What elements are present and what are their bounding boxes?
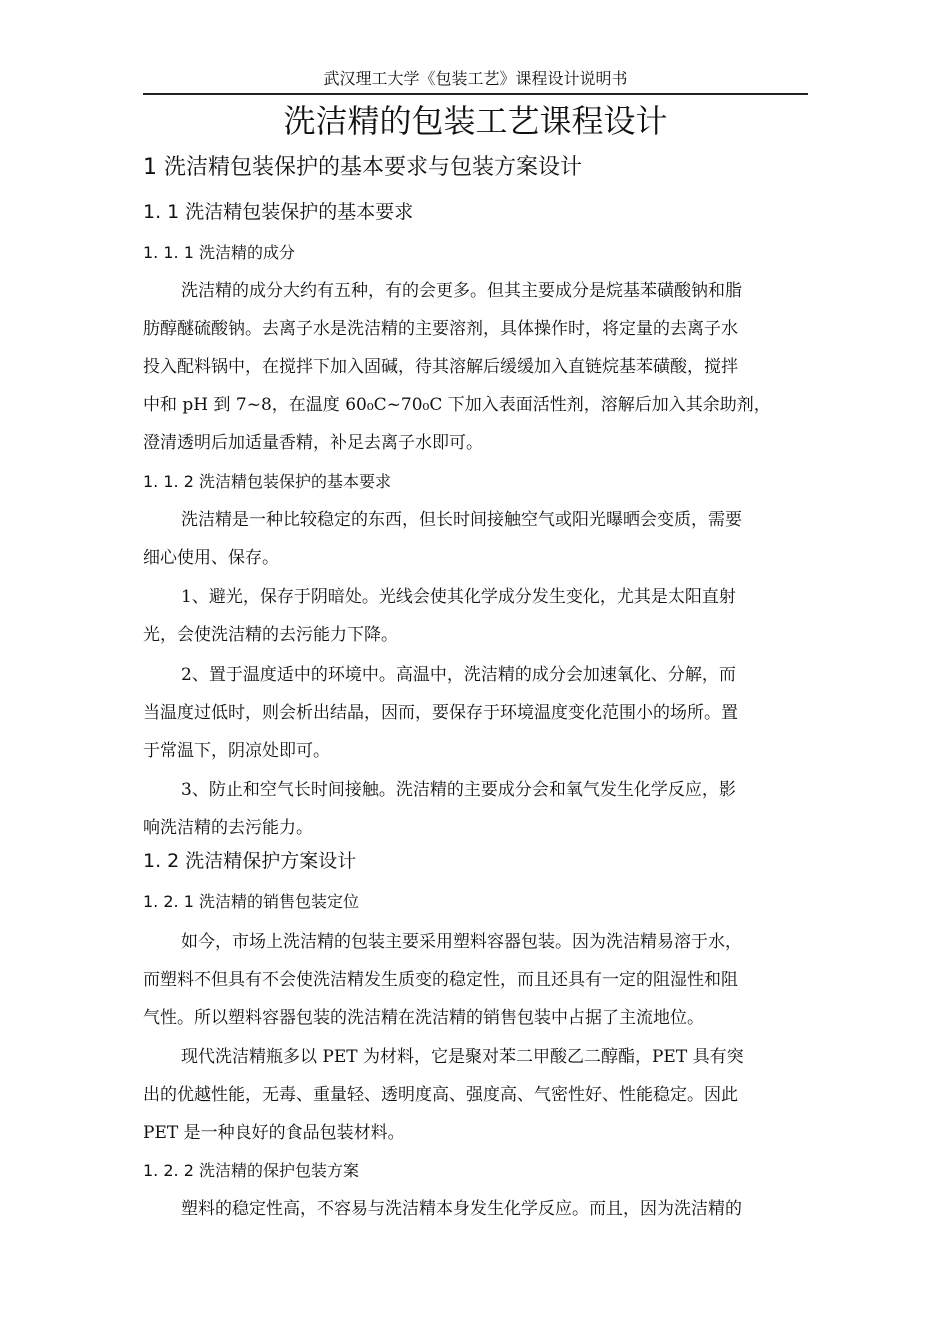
paragraph-line: 如今，市场上洗洁精的包装主要采用塑料容器包装。因为洗洁精易溶于水， xyxy=(181,932,742,952)
subsubsection-heading-1-1-1: 1. 1. 1 洗洁精的成分 xyxy=(143,243,295,262)
subsection-heading-1-1: 1. 1 洗洁精包装保护的基本要求 xyxy=(143,201,414,223)
paragraph-line: PET 是一种良好的食品包装材料。 xyxy=(143,1123,405,1143)
paragraph-line: 中和 pH 到 7~8，在温度 60₀C~70₀C 下加入表面活性剂，溶解后加入其余助剂， xyxy=(143,395,771,415)
list-item-line: 1、避光，保存于阴暗处。光线会使其化学成分发生变化，尤其是太阳直射 xyxy=(181,587,736,607)
section-heading-1: 1 洗洁精包装保护的基本要求与包装方案设计 xyxy=(143,155,582,180)
paragraph-line: 肪醇醚硫酸钠。去离子水是洗洁精的主要溶剂，具体操作时，将定量的去离子水 xyxy=(143,319,738,339)
paragraph-line: 澄清透明后加适量香精，补足去离子水即可。 xyxy=(143,433,483,453)
list-item-line: 光，会使洗洁精的去污能力下降。 xyxy=(143,625,398,645)
paragraph-line: 洗洁精的成分大约有五种，有的会更多。但其主要成分是烷基苯磺酸钠和脂 xyxy=(181,281,742,301)
subsection-heading-1-2: 1. 2 洗洁精保护方案设计 xyxy=(143,850,357,872)
paragraph-line: 细心使用、保存。 xyxy=(143,548,279,568)
subsubsection-heading-1-1-2: 1. 1. 2 洗洁精包装保护的基本要求 xyxy=(143,472,391,491)
paragraph-line: 现代洗洁精瓶多以 PET 为材料，它是聚对苯二甲酸乙二醇酯，PET 具有突 xyxy=(181,1047,744,1067)
subsubsection-heading-1-2-1: 1. 2. 1 洗洁精的销售包装定位 xyxy=(143,892,359,911)
page-header: 武汉理工大学《包装工艺》课程设计说明书 xyxy=(323,69,628,88)
paragraph-line: 洗洁精是一种比较稳定的东西，但长时间接触空气或阳光曝晒会变质，需要 xyxy=(181,510,742,530)
paragraph-line: 而塑料不但具有不会使洗洁精发生质变的稳定性，而且还具有一定的阻湿性和阻 xyxy=(143,970,738,990)
list-item-line: 3、防止和空气长时间接触。洗洁精的主要成分会和氧气发生化学反应，影 xyxy=(181,780,736,800)
paragraph-line: 投入配料锅中，在搅拌下加入固碱，待其溶解后缓缓加入直链烷基苯磺酸，搅拌 xyxy=(143,357,738,377)
list-item-line: 2、置于温度适中的环境中。高温中，洗洁精的成分会加速氧化、分解，而 xyxy=(181,665,736,685)
list-item-line: 响洗洁精的去污能力。 xyxy=(143,818,313,838)
paragraph-line: 塑料的稳定性高，不容易与洗洁精本身发生化学反应。而且，因为洗洁精的 xyxy=(181,1199,742,1219)
list-item-line: 于常温下，阴凉处即可。 xyxy=(143,741,330,761)
document-title: 洗洁精的包装工艺课程设计 xyxy=(283,102,668,140)
subsubsection-heading-1-2-2: 1. 2. 2 洗洁精的保护包装方案 xyxy=(143,1161,359,1180)
list-item-line: 当温度过低时，则会析出结晶，因而，要保存于环境温度变化范围小的场所。置 xyxy=(143,703,738,723)
paragraph-line: 气性。所以塑料容器包装的洗洁精在洗洁精的销售包装中占据了主流地位。 xyxy=(143,1008,704,1028)
header-rule xyxy=(143,93,808,95)
paragraph-line: 出的优越性能，无毒、重量轻、透明度高、强度高、气密性好、性能稳定。因此 xyxy=(143,1085,738,1105)
